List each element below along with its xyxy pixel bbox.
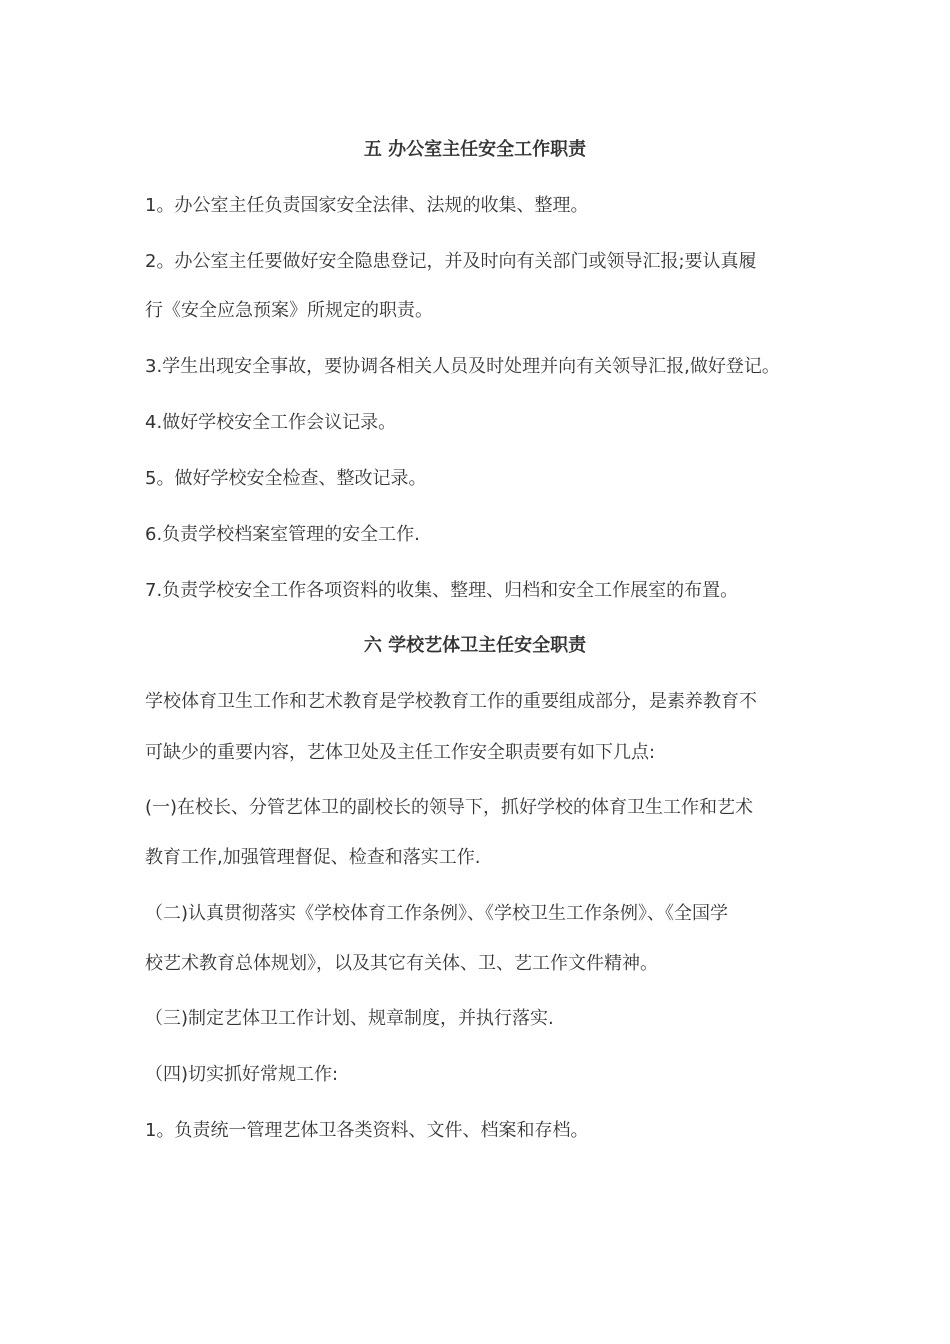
section-6-line-6: 1。负责统一管理艺体卫各类资料、文件、档案和存档。 bbox=[145, 1120, 589, 1141]
section-6-line-1-cont: 可缺少的重要内容，艺体卫处及主任工作安全职责要有如下几点: bbox=[145, 742, 656, 763]
section-6-line-2: (一)在校长、分管艺体卫的副校长的领导下，抓好学校的体育卫生工作和艺术 bbox=[145, 797, 754, 818]
section-5-line-2: 2。办公室主任要做好安全隐患登记，并及时向有关部门或领导汇报;要认真履 bbox=[145, 251, 757, 272]
section-5-line-7: 7.负责学校安全工作各项资料的收集、整理、归档和安全工作展室的布置。 bbox=[145, 580, 739, 601]
section-6-line-4: （三)制定艺体卫工作计划、规章制度，并执行落实. bbox=[145, 1008, 554, 1029]
section-6-line-3-cont: 校艺术教育总体规划》，以及其它有关体、卫、艺工作文件精神。 bbox=[145, 953, 658, 974]
section-5-line-6: 6.负责学校档案室管理的安全工作. bbox=[145, 524, 420, 545]
section-5-line-5: 5。做好学校安全检查、整改记录。 bbox=[145, 468, 427, 489]
section-6-line-3: （二)认真贯彻落实《学校体育工作条例》、《学校卫生工作条例》、《全国学 bbox=[145, 903, 729, 924]
section-6-line-2-cont: 教育工作,加强管理督促、检查和落实工作. bbox=[145, 847, 481, 868]
section-5-line-3: 3.学生出现安全事故，要协调各相关人员及时处理并向有关领导汇报,做好登记。 bbox=[145, 356, 780, 377]
section-5-heading: 五 办公室主任安全工作职责 bbox=[363, 139, 587, 160]
section-6-line-1: 学校体育卫生工作和艺术教育是学校教育工作的重要组成部分，是素养教育不 bbox=[145, 691, 757, 712]
section-5-line-4: 4.做好学校安全工作会议记录。 bbox=[145, 412, 397, 433]
section-5-line-1: 1。办公室主任负责国家安全法律、法规的收集、整理。 bbox=[145, 195, 589, 216]
section-6-line-5: （四)切实抓好常规工作: bbox=[145, 1064, 339, 1085]
section-5-line-2-cont: 行《安全应急预案》所规定的职责。 bbox=[145, 300, 433, 321]
section-6-heading: 六 学校艺体卫主任安全职责 bbox=[363, 635, 587, 656]
